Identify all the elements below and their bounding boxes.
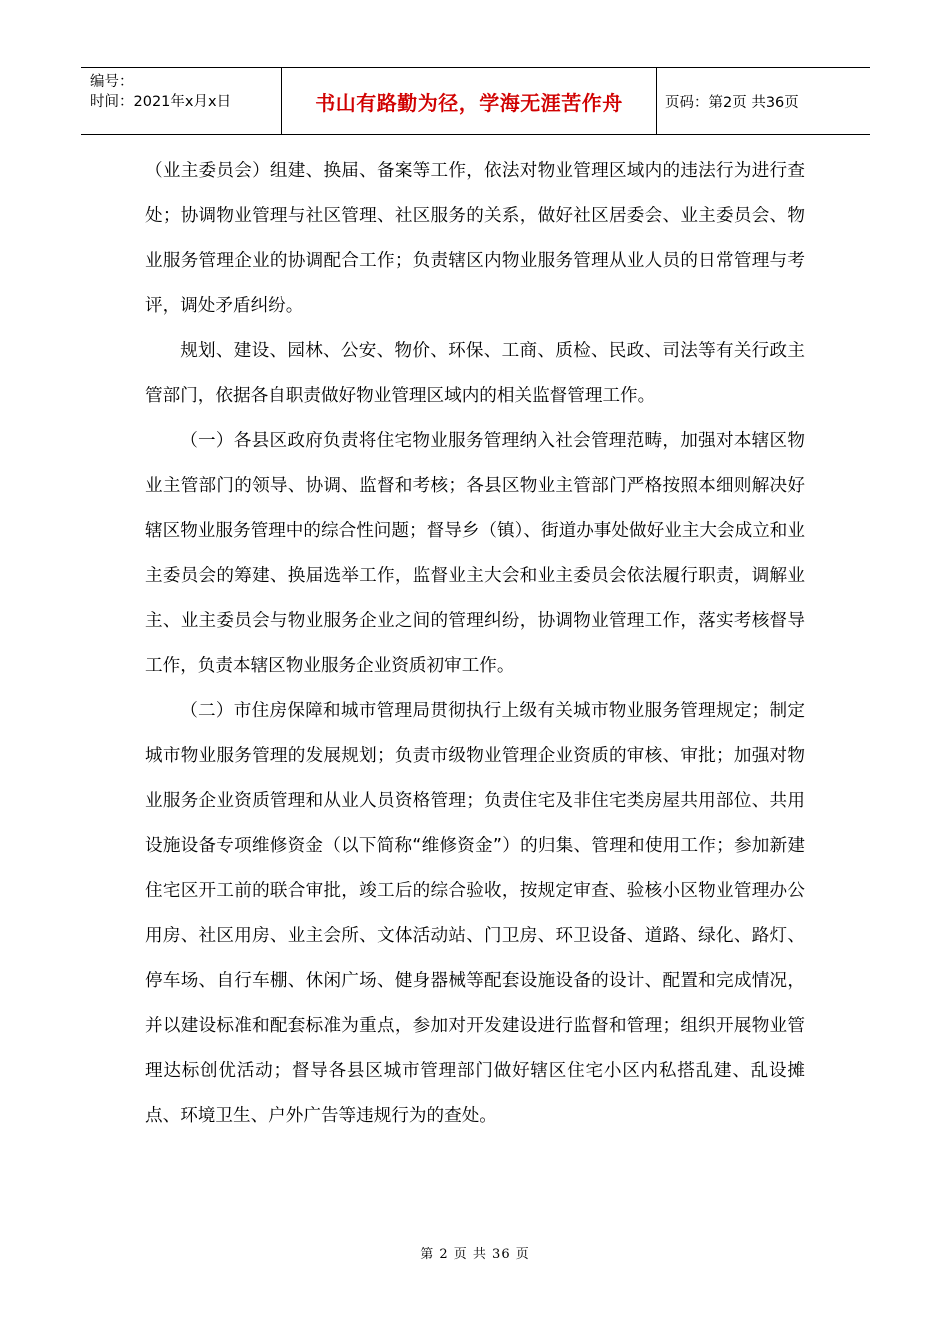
paragraph: （一）各县区政府负责将住宅物业服务管理纳入社会管理范畴，加强对本辖区物业主管部门的领导、协调、监督和考核；各县区物业主管部门严格按照本细则解决好辖区物业服务管理中的综合性问题；督导乡（镇）、街道办事处做好业主大会成立和业主委员会的筹建、换届选举工作，监督业主大会和业主委员会依法履行职责，调解业主、业主委员会与物业服务企业之间的管理纠纷，协调物业管理工作，落实考核督导工作，负责本辖区物业服务企业资质初审工作。 (145, 431, 805, 676)
paragraph: （二）市住房保障和城市管理局贯彻执行上级有关城市物业服务管理规定；制定城市物业服务管理的发展规划；负责市级物业管理企业资质的审核、审批；加强对物业服务企业资质管理和从业人员资格管理；负责住宅及非住宅类房屋共用部位、共用设施设备专项维修资金（以下简称“维修资金”）的归集、管理和使用工作；参加新建住宅区开工前的联合审批，竣工后的综合验收，按规定审查、验核小区物业管理办公用房、社区用房、业主会所、文体活动站、门卫房、环卫设备、道路、绿化、路灯、停车场、自行车棚、休闲广场、健身器械等配套设施设备的设计、配置和完成情况，并以建设标准和配套标准为重点，参加对开发建设进行监督和管理；组织开展物业管理达标创优活动；督导各县区城市管理部门做好辖区住宅小区内私搭乱建、乱设摊点、环境卫生、户外广告等违规行为的查处。 (145, 701, 805, 1126)
page-footer (0, 1243, 950, 1262)
header-motto: 书山有路勤为径，学海无涯苦作舟 (315, 90, 623, 115)
page-header (81, 67, 870, 135)
paragraph: 规划、建设、园林、公安、物价、环保、工商、质检、民政、司法等有关行政主管部门，依据各自职责做好物业管理区域内的相关监督管理工作。 (145, 341, 805, 406)
header-page-info: 页码：第2页 共36页 (665, 94, 799, 111)
document-number-label: 编号： (90, 74, 134, 90)
document-date: 时间：2021年x月x日 (90, 94, 232, 110)
footer-page-number: 第 2 页 共 36 页 (420, 1247, 530, 1262)
document-body (145, 149, 805, 1139)
paragraph: （业主委员会）组建、换届、备案等工作，依法对物业管理区域内的违法行为进行查处；协调物业管理与社区管理、社区服务的关系，做好社区居委会、业主委员会、物业服务管理企业的协调配合工作；负责辖区内物业服务管理从业人员的日常管理与考评，调处矛盾纠纷。 (145, 161, 805, 316)
header-page-info-cell (657, 68, 870, 134)
header-meta (81, 68, 281, 134)
header-motto-cell (281, 68, 657, 134)
